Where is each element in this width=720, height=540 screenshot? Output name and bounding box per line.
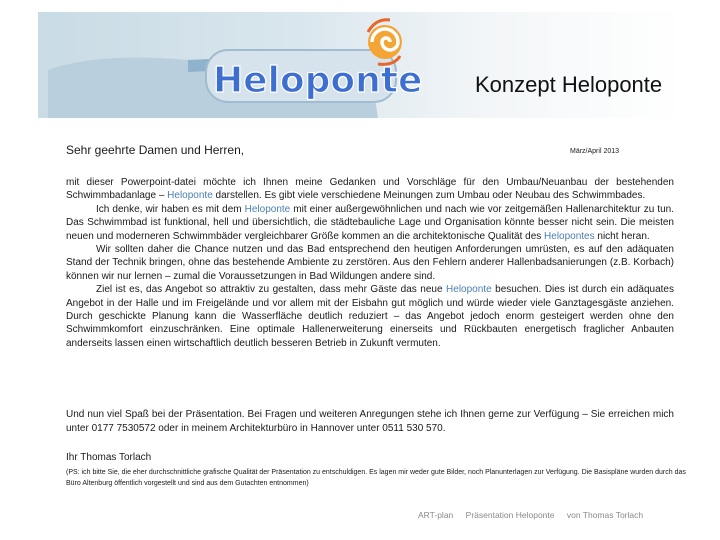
heloponte-logo <box>38 12 438 118</box>
signature: Ihr Thomas Torlach <box>66 452 152 463</box>
paragraph-1 <box>66 176 674 203</box>
heloponte-highlight: Heloponte <box>244 203 291 215</box>
footer-right: von Thomas Torlach <box>566 510 644 520</box>
paragraph-3: Wir sollten daher die Chance nutzen und das Bad entsprechend den heutigen Anforderungen umrüsten, es auf den adäquaten Stand der Technik bringen, ohne das bestehende Ambiente zu zerstören. Aus den Fehlern anderer Hallenbadsanierungen (z.B. Korbach) können wir nur lernen – zumal die Voraussetzungen in Bad Wildungen andere sind. <box>66 244 674 282</box>
footer-middle: Präsentation Heloponte <box>465 510 555 520</box>
text-span: besuchen. Dies ist durch ein adäquates Angebot in der Halle und im Freigelände und vor allem mit der Eisbahn gut möglich und würde wieder viele Ganztagesgäste anziehen. Durch geschickte Planung kann die Wasserfläche deutlich reduziert – das Angebot jedoch enorm gesteigert werden ohne den Schwimmkomfort einzuschränken. Eine optimale Hallenerweiterung einerseits und Rückbauten energetisch fraglicher Anbauten anderseits lassen einen wirtschaftlich deutlich besseren Betrieb in Zukunft vermuten. <box>66 284 674 349</box>
paragraph-2 <box>66 203 674 243</box>
paragraph-4 <box>66 283 674 350</box>
header-banner <box>38 12 683 118</box>
logo-text: Heloponte <box>213 60 423 101</box>
text-span: nicht heran. <box>594 230 650 242</box>
date-label: März/April 2013 <box>570 148 620 155</box>
postscript: (PS: ich bitte Sie, die eher durchschnittliche grafische Qualität der Präsentation zu entschuldigen. Es lagen mir weder gute Bilder, noch Planunterlagen zur Verfügung. Die Basispläne wurden durch das Büro Altenburg öffentlich vorgestellt und sind aus dem Gutachten entnommen) <box>66 469 686 487</box>
footer <box>418 510 653 520</box>
footer-left: ART-plan <box>418 510 454 520</box>
text-span: Ziel ist es, das Angebot so attraktiv zu gestalten, dass mehr Gäste das neue <box>96 284 447 296</box>
text-span: darstellen. Es gibt viele verschiedene Meinungen zum Umbau oder Neubau des Schwimmbades. <box>212 190 646 202</box>
heloponte-highlight: Heloponte <box>167 190 213 202</box>
page-title: Konzept Heloponte <box>475 72 663 97</box>
greeting: Sehr geehrte Damen und Herren, <box>66 143 245 157</box>
letter-body <box>66 176 674 350</box>
text-span: mit einer außergewöhnlichen und nach wie vor zeitgemäßen Hallenarchitektur zu tun. Das Schwimmbad ist funktional, hell und übersichtlich, die städtebauliche Lage und Organisation könnte besser nicht sein. Die meisten neuen und moderneren Schwimmbäder vergleichbarer Größe kommen an die architektonische Qualität des <box>66 203 674 242</box>
text-span: Ich denke, wir haben es mit dem <box>96 203 245 215</box>
heloponte-highlight: Heloponte <box>446 284 492 296</box>
text-span: mit dieser Powerpoint-datei möchte ich Ihnen meine Gedanken und Vorschläge für den Umbau/Neuanbau der bestehenden Schwimmbadanlage – <box>66 177 674 202</box>
closing-paragraph: Und nun viel Spaß bei der Präsentation. Bei Fragen und weiteren Anregungen stehe ich Ihnen gerne zur Verfügung – Sie erreichen mich unter 0177 7530572 oder in meinem Architekturbüro in Hannover unter 0511 530 570. <box>66 409 674 434</box>
heloponte-highlight: Helopontes <box>544 230 595 242</box>
